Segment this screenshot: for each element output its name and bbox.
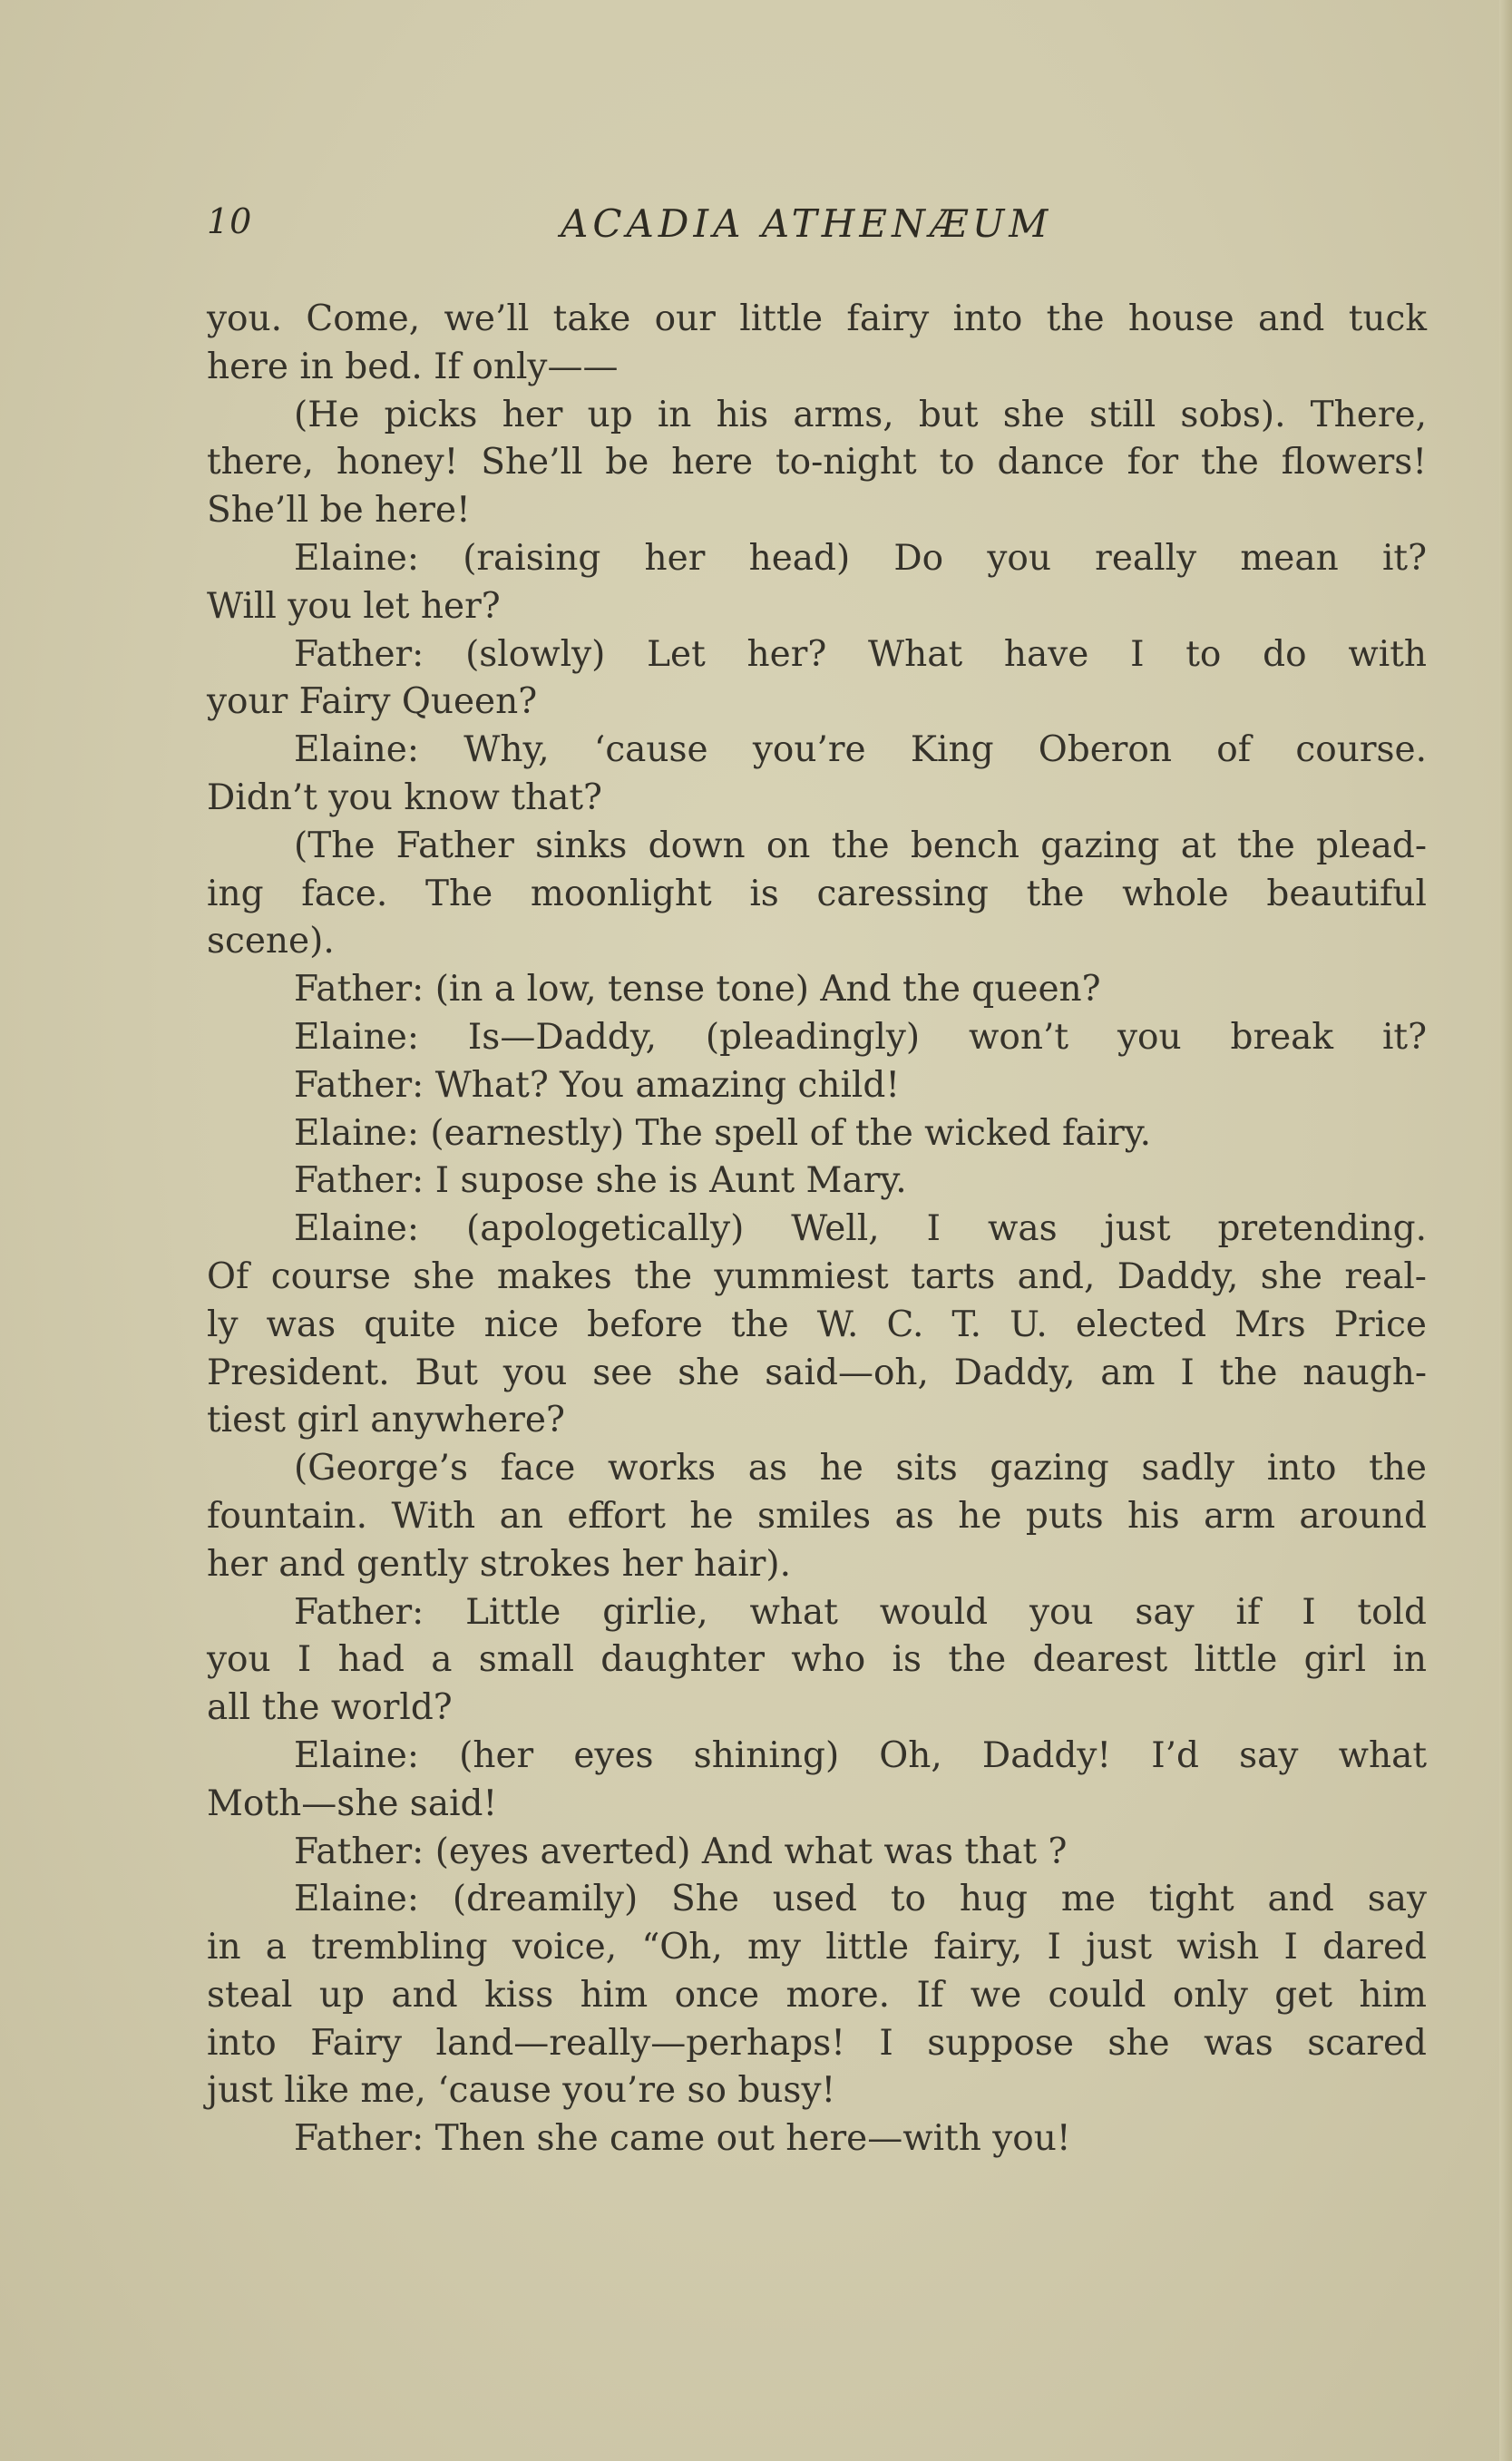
text-line: Didn’t you know that? [207,776,602,818]
text-line: President. But you see she said—oh, Daddy, am I the naugh- [207,1352,1427,1393]
text-line: tiest girl anywhere? [207,1400,565,1441]
text-line: you I had a small daughter who is the dearest little girl in [207,1639,1427,1681]
text-line: her and gently strokes her hair). [207,1543,791,1585]
text-line: you. Come, we’ll take our little fairy into the house and tuck [207,298,1427,339]
text-line: steal up and kiss him once more. If we could only get him [207,1974,1427,2016]
text-line: Elaine: Is—Daddy, (pleadingly) won’t you break it? [294,1016,1427,1058]
text-line: Elaine: (dreamily) She used to hug me tight and say [294,1879,1427,1920]
page-number: 10 [207,201,253,241]
text-line: Elaine: (raising her head) Do you really mean it? [294,537,1427,579]
text-line: here in bed. If only—— [207,346,619,387]
text-line: Father: I supose she is Aunt Mary. [294,1160,907,1202]
text-line: Father: (eyes averted) And what was that ? [294,1831,1068,1872]
text-line: Father: Little girlie, what would you say if I told [294,1591,1427,1633]
text-line: just like me, ‘cause you’re so busy! [207,2070,836,2112]
text-line: Father: (in a low, tense tone) And the queen? [294,969,1101,1011]
text-line: Father: (slowly) Let her? What have I to do with [294,633,1427,675]
journal-title: ACADIA ATHENÆUM [561,201,1053,246]
text-line: fountain. With an effort he smiles as he puts his arm around [207,1495,1427,1537]
text-line: scene). [207,921,335,962]
text-line: (He picks her up in his arms, but she still sobs). There, [294,394,1427,435]
page-edge [1499,0,1512,2461]
text-line: Elaine: (her eyes shining) Oh, Daddy! I’d say what [294,1734,1427,1776]
text-line: ing face. The moonlight is caressing the whole beautiful [207,873,1427,914]
text-line: (George’s face works as he sits gazing sadly into the [294,1448,1427,1489]
text-line: Elaine: (apologetically) Well, I was just pretending. [294,1208,1427,1250]
body-text [207,296,1427,2163]
text-line: Father: Then she came out here—with you! [294,2118,1071,2160]
text-line: ly was quite nice before the W. C. T. U. elected Mrs Price [207,1304,1427,1345]
text-line: Of course she makes the yummiest tarts and, Daddy, she real- [207,1255,1427,1297]
text-line: your Fairy Queen? [207,681,538,723]
text-line: Father: What? You amazing child! [294,1064,901,1106]
text-line: there, honey! She’ll be here to-night to dance for the flowers! [207,442,1427,483]
text-line: Moth—she said! [207,1782,498,1824]
text-line: all the world? [207,1687,453,1729]
text-line: into Fairy land—really—perhaps! I suppose she was scared [207,2022,1427,2064]
running-head [207,201,1427,256]
text-line: Elaine: Why, ‘cause you’re King Oberon of course. [294,729,1427,771]
text-line: Elaine: (earnestly) The spell of the wicked fairy. [294,1112,1152,1154]
text-line: Will you let her? [207,585,501,627]
text-line: in a trembling voice, “Oh, my little fairy, I just wish I dared [207,1927,1427,1968]
text-line: (The Father sinks down on the bench gazing at the plead- [294,825,1427,866]
text-line: She’ll be here! [207,490,471,532]
